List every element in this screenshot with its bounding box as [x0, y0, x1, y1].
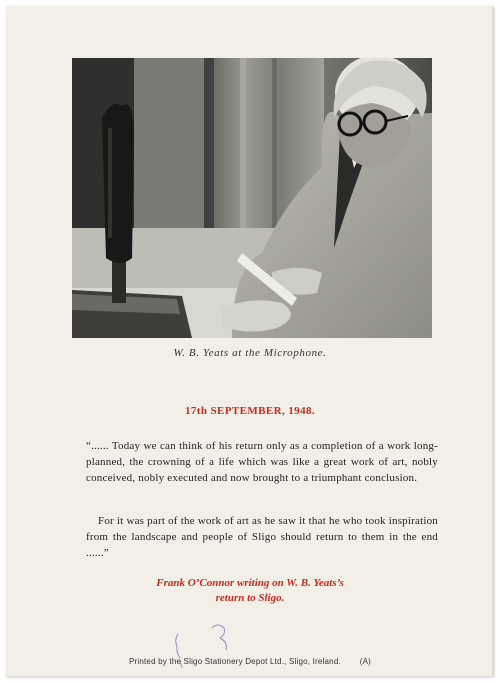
quote-attribution: [0, 576, 500, 606]
date-heading: 17th SEPTEMBER, 1948.: [184, 405, 316, 417]
attribution-line-2: return to Sligo.: [215, 592, 285, 604]
yeats-photograph: [72, 58, 432, 338]
photo-illustration: [72, 58, 432, 338]
print-code: (A): [359, 657, 372, 666]
printer-imprint: [0, 657, 500, 666]
photo-caption: W. B. Yeats at the Microphone.: [173, 347, 327, 359]
quote-paragraph-2: For it was part of the work of art as he saw it that he who took inspiration from the landscape and people of Sligo should return to them in the end ......”: [86, 515, 438, 559]
printer-line: Printed by the Sligo Stationery Depot Ltd., Sligo, Ireland.: [128, 657, 341, 666]
quote-paragraph-1: “...... Today we can think of his return only as a completion of a work long-planned, the crowning of a life which was like a great work of art, nobly conceived, nobly executed and now brought to a triumphant conclusion.: [86, 440, 438, 484]
attribution-line-1: Frank O’Connor writing on W. B. Yeats’s: [156, 577, 344, 589]
